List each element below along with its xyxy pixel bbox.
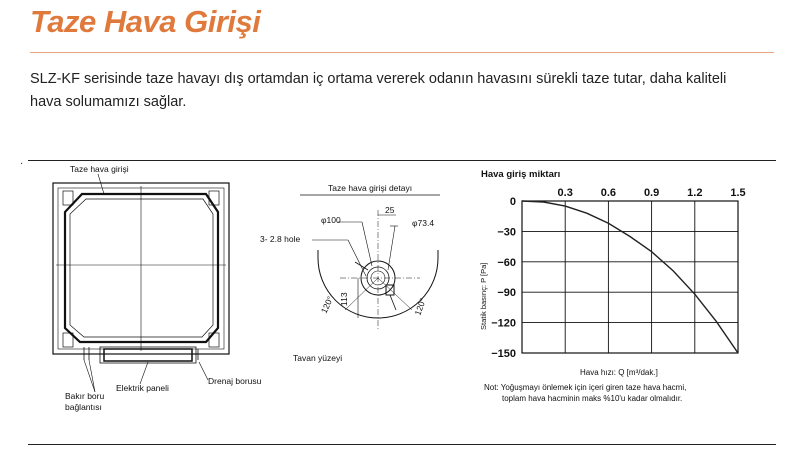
chart-ytick-label: −60 bbox=[497, 256, 516, 269]
chart-ytick-label: −30 bbox=[497, 226, 516, 239]
chart-grid bbox=[522, 201, 738, 353]
intro-line-2: hava solumamızı sağlar. bbox=[30, 94, 187, 110]
dim-phi100: φ100 bbox=[321, 215, 341, 225]
label-electric-panel: Elektrik paneli bbox=[116, 383, 169, 393]
chart-ytick-label: −90 bbox=[497, 287, 516, 300]
chart-ytick-label: 0 bbox=[509, 196, 516, 208]
label-copper-pipe-2: bağlantısı bbox=[65, 402, 102, 412]
chart-ytick-label: −150 bbox=[491, 348, 516, 360]
page-title: Taze Hava Girişi bbox=[30, 4, 261, 39]
chart-ytick-label: −120 bbox=[491, 317, 516, 330]
detail-title: Taze hava girişi detayı bbox=[328, 183, 413, 193]
chart-ticks bbox=[491, 187, 745, 360]
dim-phi73: φ73.4 bbox=[412, 218, 435, 228]
chart-series-line bbox=[522, 201, 738, 353]
label-ceiling-surface: Tavan yüzeyi bbox=[293, 353, 343, 363]
label-fresh-air-inlet: Taze hava girişi bbox=[70, 164, 129, 174]
chart-plot-area bbox=[522, 201, 738, 353]
intro-line-1: SLZ-KF serisinde taze havayı dış ortamdan iç ortama vererek odanın havasını sürekli taze tutar, daha kaliteli bbox=[30, 71, 727, 87]
label-drain-pipe: Drenaj borusu bbox=[208, 376, 262, 386]
chart-xtick-label: 1.2 bbox=[687, 187, 703, 199]
unit-top-view bbox=[53, 174, 229, 392]
dim-holes: 3- 2.8 hole bbox=[260, 234, 301, 244]
chart-xtick-label: 0.6 bbox=[600, 187, 617, 199]
chart-xlabel: Hava hızı: Q [m³/dak.] bbox=[580, 368, 658, 377]
chart-xtick-label: 0.3 bbox=[557, 187, 573, 199]
label-copper-pipe-1: Bakır boru bbox=[65, 391, 105, 401]
chart-note bbox=[484, 382, 774, 404]
chart-title: Hava giriş miktarı bbox=[481, 169, 561, 180]
chart-xtick-label: 1.5 bbox=[730, 187, 746, 199]
dim-25: 25 bbox=[385, 205, 395, 215]
dim-120-left: 120° bbox=[318, 294, 336, 315]
dim-113: 113 bbox=[339, 292, 349, 306]
chart-ylabel: Statik basınç: P [Pa] bbox=[479, 262, 488, 330]
frame-marker: · bbox=[20, 158, 24, 169]
chart-xtick-label: 0.9 bbox=[643, 187, 660, 199]
note-line-2: toplam hava hacminin maks %10'u kadar olmalıdır. bbox=[502, 394, 683, 403]
dim-120-right: 120° bbox=[412, 296, 428, 317]
note-line-1: Not: Yoğuşmayı önlemek için içeri giren taze hava hacmi, bbox=[484, 383, 687, 392]
